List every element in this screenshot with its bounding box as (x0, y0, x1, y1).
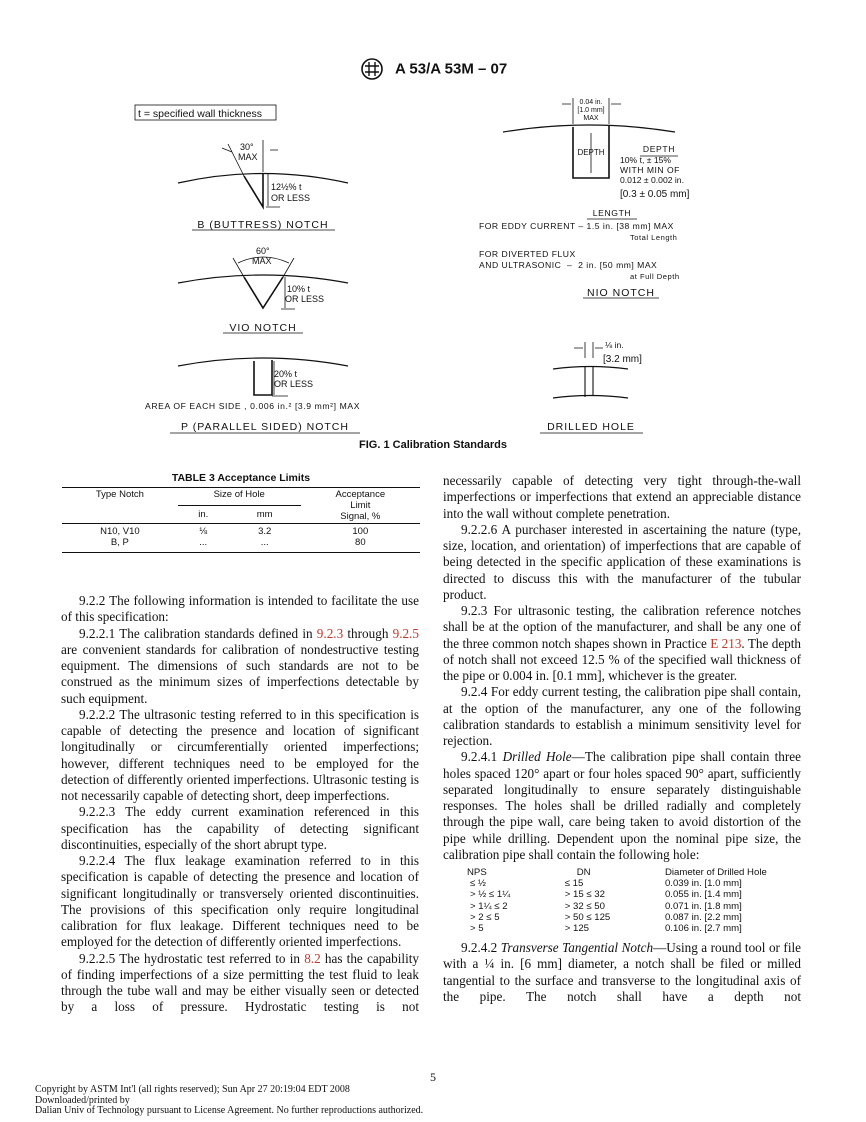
paragraph-text: 9.2.2.2 The ultrasonic testing referred to in this specification is capable of detecting the presence and location of significant longitudinally or circumferentially oriented imperfections; however, different techniques need to be employed for the detection of differently oriented imperfections. Ultrasonic testing is not necessarily capable of detecting short, deep imperfections. (61, 706, 419, 803)
n-depth-title: DEPTH (642, 144, 676, 154)
n-depth-4: [0.3 ± 0.05 mm] (620, 189, 690, 200)
paragraph (61, 951, 419, 1016)
paragraph-heading: Drilled Hole (502, 749, 572, 765)
b-notch-title: B (BUTTRESS) NOTCH (197, 219, 329, 231)
n-depth-3: 0.012 ± 0.002 in. (620, 175, 684, 185)
drilled-surface-bottom (553, 396, 628, 399)
document-designation: A 53/A 53M – 07 (394, 60, 508, 78)
drilled-hole-table (443, 867, 801, 934)
paragraph (443, 749, 801, 863)
paragraph-text: 9.2.2.6 A purchaser interested in ascertaining the nature (type, size, location, and orientation) of imperfections that are capable of being detected in the specific application of these examinations is directed to discuss this with the manufacturer of the tubular product. (443, 521, 801, 602)
paragraph (443, 603, 801, 684)
right-column (443, 473, 801, 1005)
col-nps: NPS (467, 867, 487, 878)
n-notch-title: NIO NOTCH (587, 287, 655, 299)
paragraph-text: 9.2.2.5 The hydrostatic test referred to in (79, 950, 305, 966)
paragraph-text: 9.2.2.1 The calibration standards defined in (79, 625, 317, 641)
download-line: Downloaded/printed by (35, 1094, 130, 1106)
p-area: AREA OF EACH SIDE , 0.006 in.² [3.9 mm²] MAX (145, 401, 361, 411)
col-dn: DN (576, 867, 591, 878)
license-line: Dalian Univ of Technology pursuant to License Agreement. No further reproductions authorized. (35, 1105, 424, 1116)
n-width-max: MAX (583, 115, 599, 122)
legend-text: t = specified wall thickness (138, 108, 263, 120)
table-row: > 2 ≤ 5 > 50 ≤ 125 0.087 in. [2.2 mm] (470, 911, 742, 923)
paragraph (443, 940, 801, 1005)
copyright-line: Copyright by ASTM Int'l (all rights reserved); Sun Apr 27 20:19:04 EDT 2008 (35, 1084, 350, 1095)
n-width: 0.04 in. (579, 99, 603, 106)
v-depth: 10% t (287, 284, 311, 294)
n-eddy: FOR EDDY CURRENT – 1.5 in. [38 mm] MAX (479, 221, 674, 231)
paragraph-text: 9.2.2.4 The flux leakage examination referred to in this specification is capable of detecting the presence and location of significant longitudinally or transversely oriented discontinuities. The provisions of this specification only require longitudinal calibration for flux leakage. Different techniques need to be employed for the detection of differently oriented imperfections. (61, 853, 419, 950)
left-column (61, 593, 419, 1016)
cross-reference-link[interactable]: E 213 (710, 635, 742, 651)
paragraph-text: 9.2.4.2 (461, 940, 501, 956)
paragraph (61, 593, 419, 626)
figure-caption: FIG. 1 Calibration Standards (359, 439, 507, 451)
n-flux-1: FOR DIVERTED FLUX (479, 249, 576, 259)
paragraph-text: has the capability of finding imperfections of a size permitting the test fluid to leak through the tube wall and may be either visually seen or detected by a loss of pressure. Hydrostatic testing is not (61, 950, 420, 1015)
col-mm: mm (229, 506, 301, 524)
col-acceptance: Acceptance Limit Signal, % (335, 489, 386, 522)
paragraph-text: 9.2.4 For eddy current testing, the calibration pipe shall contain, at the option of the manufacturer, any one of the following calibration standards to establish a minimum sensitivity level for rejection. (443, 684, 801, 748)
p-notch-surface (178, 358, 348, 366)
n-length-title: LENGTH (592, 208, 632, 218)
n-inner-depth: DEPTH (577, 148, 605, 157)
p-notch-shape (254, 360, 272, 395)
table-row: > ½ ≤ 1¼ > 15 ≤ 32 0.055 in. [1.4 mm] (470, 889, 742, 901)
paragraph (443, 684, 801, 749)
cross-reference-link[interactable]: 9.2.3 (316, 625, 344, 641)
v-depth-or-less: OR LESS (285, 294, 325, 304)
b-notch-shape (244, 173, 263, 207)
n-depth-1: 10% t, ± 15% (620, 155, 672, 165)
b-depth: 12½% t (271, 182, 302, 192)
col-diameter: Diameter of Drilled Hole (664, 867, 767, 878)
paragraph-text: —Using a round tool or file with a ¼ in. [6 mm] diameter, a notch shall be filed or milled tangential to the surface and transverse to the longitudinal axis of the pipe. The notch shall have a depth not (443, 940, 802, 1004)
p-depth: 20% t (274, 369, 298, 379)
paragraph-text: 9.2.2 The following information is intended to facilitate the use of this specification: (61, 593, 419, 625)
b-angle: 30° (240, 142, 254, 152)
drilled-size-mm: [3.2 mm] (603, 354, 642, 365)
b-depth-or-less: OR LESS (271, 193, 311, 203)
paragraph-text: 9.2.3 For ultrasonic testing, the calibration reference notches shall be at the option of the manufacturer, and shall be any one of the three common notch shapes shown in Practice (443, 603, 801, 651)
copyright-footer (35, 1085, 423, 1117)
v-notch-surface (178, 275, 348, 283)
drilled-size: ⅛ in. (605, 340, 624, 350)
v-notch-shape (244, 277, 283, 308)
n-eddy-note: Total Length (630, 233, 678, 242)
n-depth-2: WITH MIN OF (620, 165, 680, 175)
n-flux-note: at Full Depth (630, 272, 680, 281)
paragraph-text: —The calibration pipe shall contain three holes spaced 120° apart or four holes spaced 90° apart, sufficiently separated longitudinally to ensure separately distinguishable responses. The holes shall be drilled radially and completely through the pipe wall, care being taken to avoid distortion of the pipe while drilling. Dependent upon the nominal pipe size, the calibration pipe shall contain the following hole: (443, 749, 802, 862)
paragraph (61, 804, 419, 853)
p-depth-or-less: OR LESS (274, 379, 314, 389)
table-title: TABLE 3 Acceptance Limits (171, 472, 311, 484)
paragraph-text: necessarily capable of detecting very tight through-the-wall imperfections or imperfections that extend an appreciable distance into the wall without complete penetration. (443, 473, 801, 521)
cross-reference-link[interactable]: 8.2 (304, 950, 321, 966)
paragraph (443, 473, 801, 522)
table-row: > 5 > 125 0.106 in. [2.7 mm] (470, 923, 742, 935)
col-type-notch: Type Notch (95, 489, 144, 500)
paragraph (61, 626, 419, 707)
drilled-hole-shape (585, 366, 593, 397)
p-notch-title: P (PARALLEL SIDED) NOTCH (181, 421, 349, 433)
n-flux-2: AND ULTRASONIC – 2 in. [50 mm] MAX (479, 260, 658, 270)
paragraph (443, 522, 801, 603)
table-row: N10, V10 ⅛ 3.2 100 (100, 526, 369, 537)
col-size-of-hole: Size of Hole (213, 489, 265, 500)
table-row: ≤ ½ ≤ 15 0.039 in. [1.0 mm] (470, 878, 742, 890)
drilled-hole-title: DRILLED HOLE (547, 421, 635, 433)
paragraph-text: are convenient standards for calibration of nondestructive testing equipment. The dimensions of such standards are not to be construed as the minimum sizes of imperfections detectable by such equipment. (61, 641, 419, 706)
table-row: > 1¼ ≤ 2 > 32 ≤ 50 0.071 in. [1.8 mm] (470, 900, 742, 912)
page-number: 5 (430, 1070, 436, 1084)
figure-calibration-standards (0, 0, 866, 460)
b-angle-max: MAX (238, 152, 258, 162)
n-notch-surface (503, 125, 675, 132)
paragraph-text: 9.2.4.1 (461, 749, 503, 765)
paragraph-text: 9.2.2.3 The eddy current examination referenced in this specification has the capability of detecting significant discontinuities, especially of the short abrupt type. (61, 804, 419, 852)
n-width-mm: [1.0 mm] (577, 107, 605, 114)
table-row: B, P ... ... 80 (110, 537, 366, 548)
col-in: in. (178, 506, 229, 524)
paragraph (61, 853, 419, 951)
paragraph-heading: Transverse Tangential Notch (500, 940, 654, 956)
cross-reference-link[interactable]: 9.2.5 (392, 625, 419, 641)
v-notch-title: VIO NOTCH (229, 322, 297, 334)
drilled-surface-top (553, 367, 628, 370)
paragraph-text: . The depth of notch shall not exceed 12.5 % of the specified wall thickness of the pipe or 0.004 in. [0.1 mm], whichever is the greater. (443, 635, 802, 683)
paragraph (61, 707, 419, 805)
v-angle: 60° (256, 246, 270, 256)
table-acceptance-limits (62, 472, 420, 553)
paragraph-text: through (343, 625, 393, 641)
v-angle-max: MAX (252, 256, 272, 266)
